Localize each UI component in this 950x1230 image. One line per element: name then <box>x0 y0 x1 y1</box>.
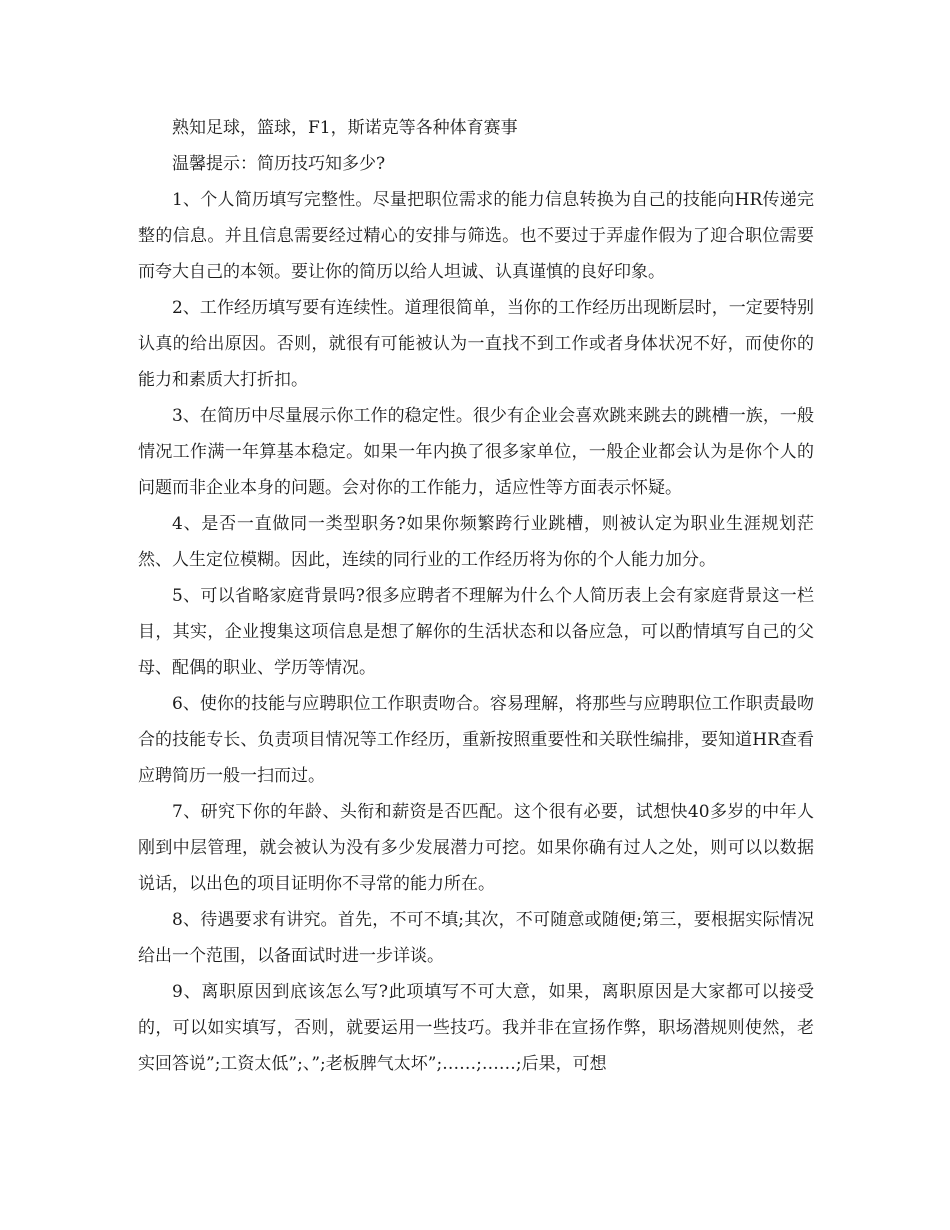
paragraph-tip-5: 5、可以省略家庭背景吗?很多应聘者不理解为什么个人简历表上会有家庭背景这一栏目，其实，企业搜集这项信息是想了解你的生活状态和以备应急，可以酌情填写自己的父母、配偶的职业、学历等情况。 <box>138 586 814 678</box>
paragraph-tip-3: 3、在简历中尽量展示你工作的稳定性。很少有企业会喜欢跳来跳去的跳槽一族，一般情况工作满一年算基本稳定。如果一年内换了很多家单位，一般企业都会认为是你个人的问题而非企业本身的问题。会对你的工作能力，适应性等方面表示怀疑。 <box>138 406 814 498</box>
paragraph-tip-4: 4、是否一直做同一类型职务?如果你频繁跨行业跳槽，则被认定为职业生涯规划茫然、人生定位模糊。因此，连续的同行业的工作经历将为你的个人能力加分。 <box>138 514 814 570</box>
paragraph-tip-8: 8、待遇要求有讲究。首先，不可不填;其次，不可随意或随便;第三，要根据实际情况给出一个范围，以备面试时进一步详谈。 <box>138 910 814 966</box>
paragraph-tip-6: 6、使你的技能与应聘职位工作职责吻合。容易理解，将那些与应聘职位工作职责最吻合的技能专长、负责项目情况等工作经历，重新按照重要性和关联性编排，要知道HR查看应聘简历一般一扫而过。 <box>138 694 814 786</box>
document-body <box>138 110 814 1082</box>
paragraph-tip-9: 9、离职原因到底该怎么写?此项填写不可大意，如果，离职原因是大家都可以接受的，可以如实填写，否则，就要运用一些技巧。我并非在宣扬作弊，职场潜规则使然，老实回答说”;工资太低”;、”;老板脾气太坏”;……;……;后果，可想 <box>138 982 814 1074</box>
paragraph-tip-7: 7、研究下你的年龄、头衔和薪资是否匹配。这个很有必要，试想快40多岁的中年人刚到中层管理，就会被认为没有多少发展潜力可挖。如果你确有过人之处，则可以以数据说话，以出色的项目证明你不寻常的能力所在。 <box>138 802 814 894</box>
paragraph-tip-1: 1、个人简历填写完整性。尽量把职位需求的能力信息转换为自己的技能向HR传递完整的信息。并且信息需要经过精心的安排与筛选。也不要过于弄虚作假为了迎合职位需要而夸大自己的本领。要让你的简历以给人坦诚、认真谨慎的良好印象。 <box>138 190 814 282</box>
paragraph-sports: 熟知足球，篮球，F1，斯诺克等各种体育赛事 <box>172 118 518 138</box>
paragraph-tip-2: 2、工作经历填写要有连续性。道理很简单，当你的工作经历出现断层时，一定要特别认真的给出原因。否则，就很有可能被认为一直找不到工作或者身体状况不好，而使你的能力和素质大打折扣。 <box>138 298 814 390</box>
paragraph-tip-heading: 温馨提示：简历技巧知多少? <box>172 154 386 174</box>
